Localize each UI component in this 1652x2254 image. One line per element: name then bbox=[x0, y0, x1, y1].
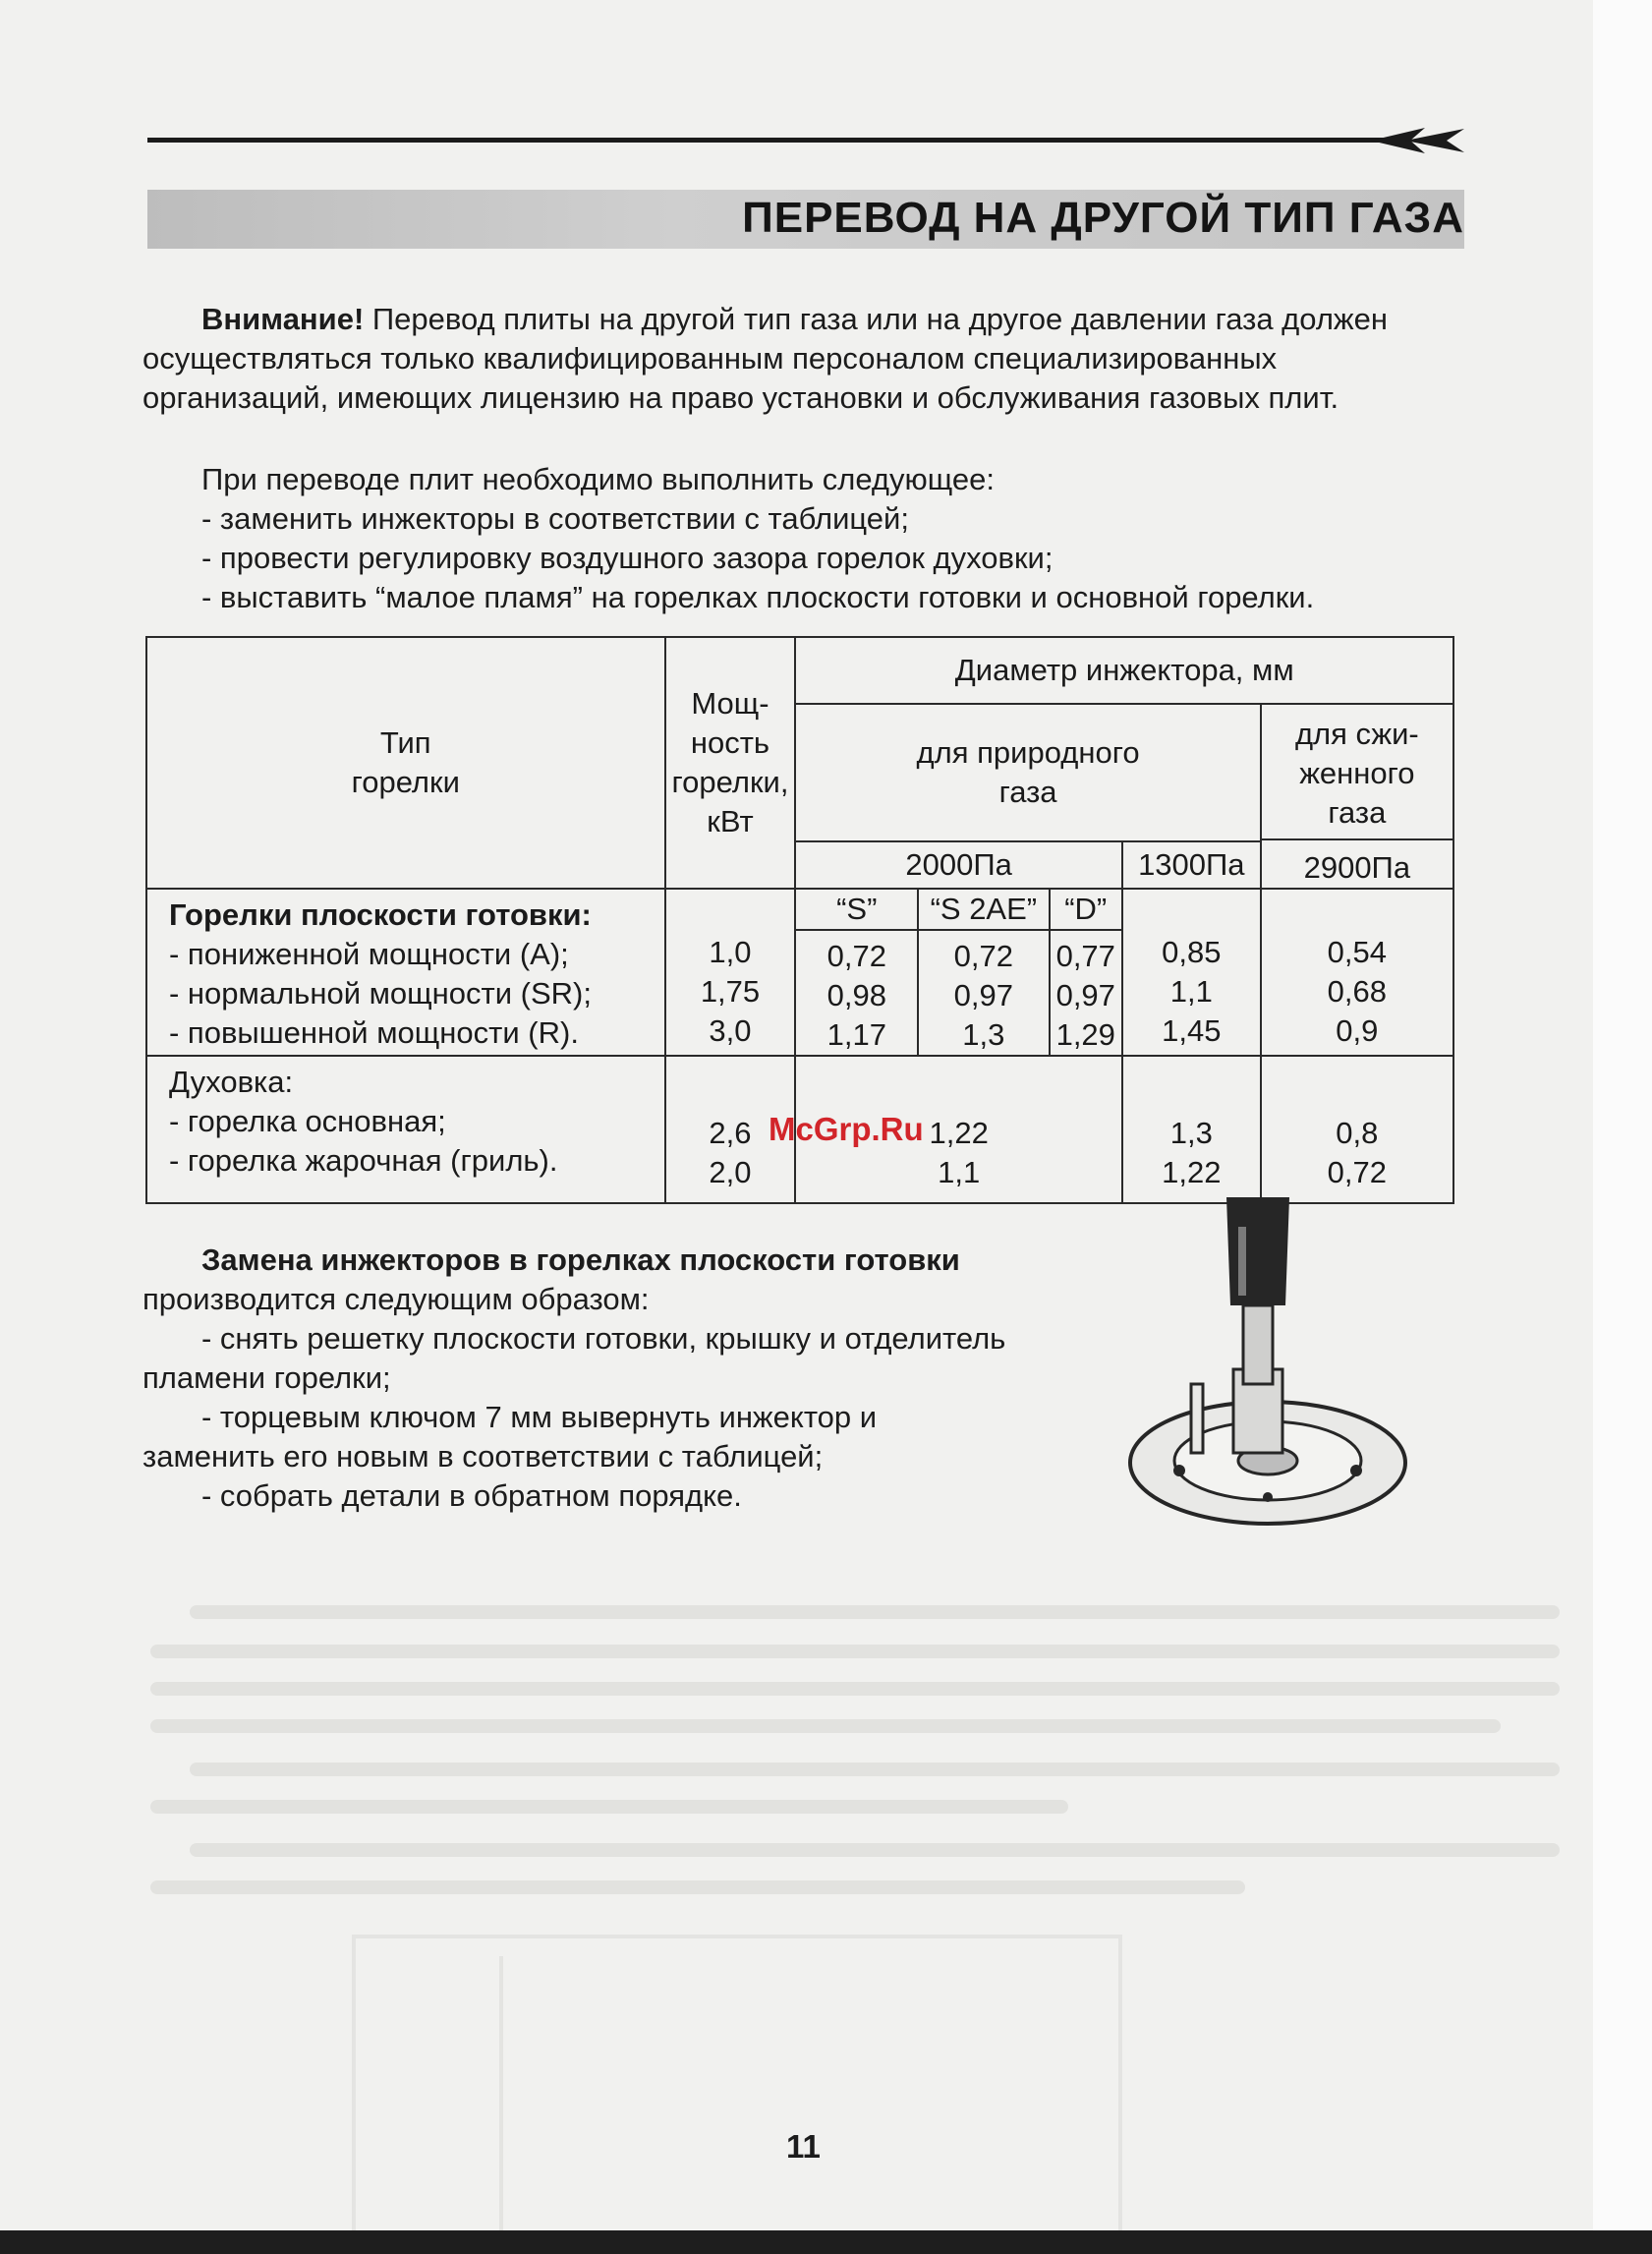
oven-2900pa-cell: 0,8 0,72 bbox=[1261, 1056, 1453, 1203]
header-d: “D” bbox=[1051, 890, 1121, 931]
oven-1300pa-cell: 1,3 1,22 bbox=[1122, 1056, 1261, 1203]
hob-s2ae-cell: “S 2AE” 0,72 0,97 1,3 bbox=[918, 889, 1049, 1056]
page-edge bbox=[1593, 0, 1652, 2254]
list-item: - заменить инжекторы в соответствии с таблицей; bbox=[201, 501, 909, 536]
page-title: ПЕРЕВОД НА ДРУГОЙ ТИП ГАЗА bbox=[742, 194, 1464, 242]
hob-burners-cell bbox=[146, 889, 665, 1056]
hob-section-title: Горелки плоскости готовки: bbox=[169, 897, 592, 932]
header-natural-gas: для природного газа bbox=[795, 704, 1260, 841]
header-1300pa: 1300Па bbox=[1122, 841, 1261, 889]
injector-lead: Замена инжекторов в горелках плоскости готовки bbox=[201, 1243, 960, 1277]
list-item: - торцевым ключом 7 мм вывернуть инжектор и заменить его новым в соответствии с таблицей; bbox=[142, 1400, 878, 1474]
hob-1300pa-cell: 0,85 1,1 1,45 bbox=[1122, 889, 1261, 1056]
list-item: - собрать детали в обратном порядке. bbox=[201, 1478, 742, 1513]
list-item: - провести регулировку воздушного зазора горелок духовки; bbox=[201, 541, 1054, 575]
oven-power-cell: 2,6 2,0 bbox=[665, 1056, 796, 1203]
header-2900pa: 2900Па bbox=[1262, 838, 1453, 888]
list-item: - снять решетку плоскости готовки, крышку и отделитель пламени горелки; bbox=[142, 1321, 1006, 1395]
hob-power-cell: 1,0 1,75 3,0 bbox=[665, 889, 796, 1056]
header-s: “S” bbox=[796, 890, 917, 931]
hob-row-name: - пониженной мощности (А); bbox=[169, 937, 569, 971]
title-bar bbox=[147, 190, 1464, 249]
hob-s-cell: “S” 0,72 0,98 1,17 bbox=[795, 889, 918, 1056]
watermark: McGrp.Ru bbox=[769, 1111, 924, 1147]
hob-row-name: - повышенной мощности (R). bbox=[169, 1015, 579, 1050]
hob-d-cell: “D” 0,77 0,97 1,29 bbox=[1050, 889, 1122, 1056]
warning-text: Перевод плиты на другой тип газа или на другое давлении газа должен осуществляться только квалифицированным персоналом специализированных организаций, имеющих лицензию на право установки и обслуживания газовых плит. bbox=[142, 302, 1389, 415]
injector-lead-rest: производится следующим образом: bbox=[142, 1282, 650, 1316]
hob-2900pa-cell: 0,54 0,68 0,9 bbox=[1261, 889, 1453, 1056]
injector-instructions bbox=[142, 1241, 1007, 1516]
oven-cell bbox=[146, 1056, 665, 1203]
list-item: - выставить “малое пламя” на горелках плоскости готовки и основной горелки. bbox=[201, 580, 1315, 614]
header-s2ae: “S 2AE” bbox=[919, 890, 1048, 931]
warning-lead: Внимание! bbox=[201, 302, 365, 336]
header-diameter: Диаметр инжектора, мм bbox=[795, 637, 1453, 704]
header-liquefied-gas: для сжи- женного газа 2900Па bbox=[1261, 704, 1453, 889]
header-arrow-rule bbox=[147, 126, 1464, 155]
page-number: 11 bbox=[786, 2128, 821, 2165]
scan-edge bbox=[0, 2230, 1652, 2254]
header-burner-type: Тип горелки bbox=[146, 637, 665, 889]
oven-row-name: - горелка основная; bbox=[169, 1104, 446, 1138]
oven-section-title: Духовка: bbox=[169, 1065, 294, 1099]
header-power: Мощ- ность горелки, кВт bbox=[665, 637, 796, 889]
warning-paragraph bbox=[142, 300, 1459, 418]
header-2000pa: 2000Па bbox=[795, 841, 1121, 889]
conversion-intro: При переводе плит необходимо выполнить следующее: bbox=[201, 462, 996, 496]
oven-2000pa-cell: 1,22 1,1 bbox=[795, 1056, 1121, 1203]
burner-injector-illustration bbox=[1120, 1197, 1415, 1532]
hob-row-name: - нормальной мощности (SR); bbox=[169, 976, 592, 1011]
conversion-steps bbox=[201, 499, 1314, 617]
oven-row-name: - горелка жарочная (гриль). bbox=[169, 1143, 558, 1178]
